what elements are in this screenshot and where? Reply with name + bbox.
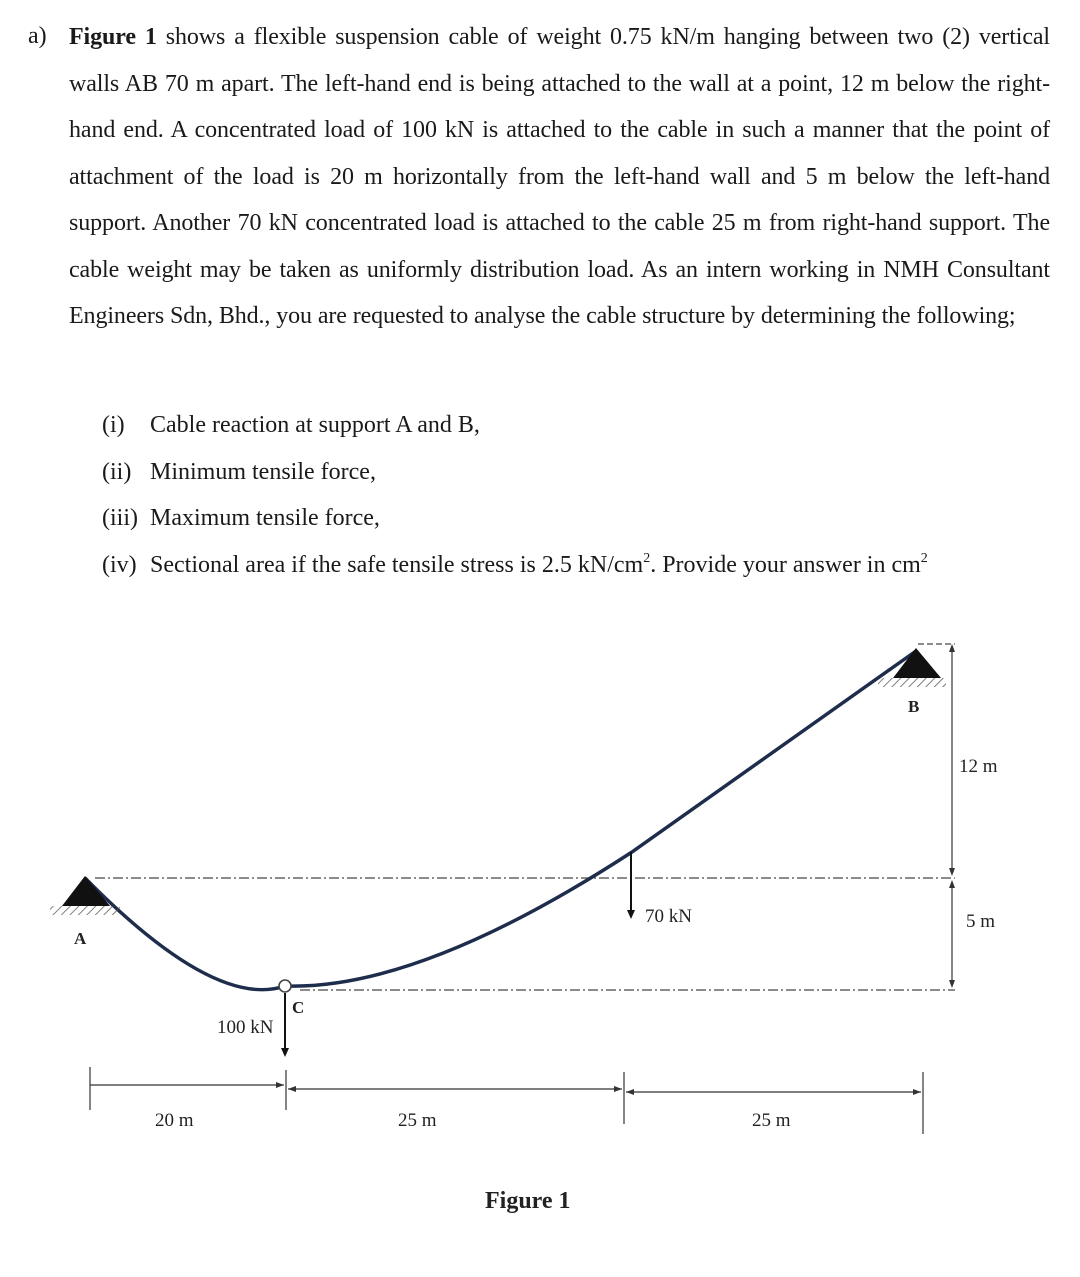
- item-iii: (iii) Maximum tensile force,: [102, 505, 380, 531]
- cable: [85, 651, 916, 990]
- figure-reference: Figure 1: [69, 24, 157, 50]
- load-70kn-label: 70 kN: [645, 906, 692, 927]
- dim-5m: [949, 880, 955, 988]
- span-20m-label: 20 m: [155, 1110, 194, 1131]
- span-25m-label-1: 25 m: [398, 1110, 437, 1131]
- span-dimension-line: [90, 1067, 923, 1134]
- question-text: shows a flexible suspension cable of weight 0.75 kN/m hanging between two (2) vertical walls AB 70 m apart. The left-hand end is being attached to the wall at a point, 12 m below the right-hand end. A concentrated load of 100 kN is attached to the cable in such a manner that the point of attachment of the load is 20 m horizontally from the left-hand wall and 5 m below the left-hand support. Another 70 kN concentrated load is attached to the cable 25 m from right-hand support. The cable weight may be taken as uniformly distribution load. As an intern working in NMH Consultant Engineers Sdn, Bhd., you are requested to analyse the cable structure by determining the following;: [69, 24, 1050, 329]
- figure-caption: Figure 1: [485, 1188, 571, 1214]
- support-b-label: B: [908, 697, 920, 716]
- point-c-hinge: [279, 980, 291, 992]
- dim-12m: [949, 644, 955, 876]
- support-a: [50, 876, 120, 915]
- span-25m-label-2: 25 m: [752, 1110, 791, 1131]
- load-100kn-label: 100 kN: [217, 1017, 274, 1038]
- dim-5m-label: 5 m: [966, 911, 996, 932]
- point-c-label: C: [292, 998, 305, 1017]
- support-a-label: A: [74, 929, 87, 948]
- support-b: [878, 648, 946, 687]
- item-i: (i) Cable reaction at support A and B,: [102, 412, 480, 438]
- question-label: a): [28, 23, 47, 49]
- dim-12m-label: 12 m: [959, 756, 998, 777]
- item-iv: (iv) Sectional area if the safe tensile stress is 2.5 $kN/cm^2$. Provide your answer in $cm^2$: [102, 550, 928, 578]
- item-ii: (ii) Minimum tensile force,: [102, 458, 376, 485]
